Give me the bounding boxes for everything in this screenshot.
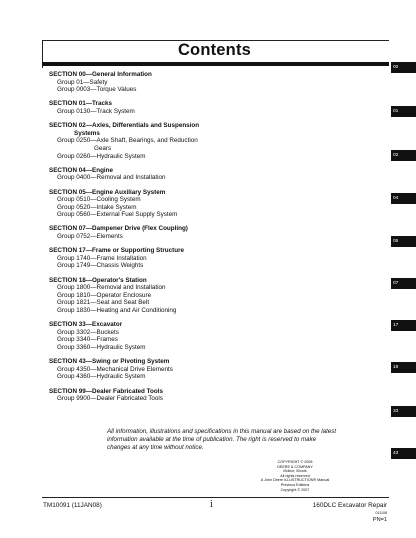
section-title[interactable]: SECTION 99—Dealer Fabricated Tools — [49, 387, 163, 395]
copyright-line: DEERE & COMPANY — [277, 464, 313, 469]
section-tab-43[interactable]: 43 — [391, 448, 416, 459]
section-title[interactable]: SECTION 02—Axles, Differentials and Suspension — [49, 122, 200, 130]
toc-section-07 — [49, 225, 349, 240]
manual-title: 160DLC Excavator Repair — [312, 502, 387, 509]
toc-section-17 — [49, 247, 349, 270]
section-tab-07[interactable]: 07 — [391, 278, 416, 289]
group-entry[interactable]: Group 0400—Removal and Installation — [57, 174, 166, 182]
page-title: Contents — [177, 41, 252, 59]
group-entry[interactable]: Group 01—Safety — [57, 78, 108, 86]
group-entry[interactable]: Group 3302—Buckets — [57, 328, 119, 336]
copyright-line: Previous Editions — [280, 482, 310, 487]
toc-section-33 — [49, 321, 349, 351]
copyright-block — [255, 460, 335, 492]
group-entry[interactable]: Group 1821—Seat and Seat Belt — [57, 299, 150, 307]
copyright-line: COPYRIGHT © 2008 — [277, 460, 313, 464]
page-number: i — [210, 499, 213, 510]
section-tab-33[interactable]: 33 — [391, 406, 416, 417]
toc-section-04 — [49, 167, 349, 182]
footer-page-id: PN=1 — [372, 517, 387, 523]
group-entry[interactable]: Group 3340—Frames — [57, 336, 118, 344]
section-tab-04[interactable]: 04 — [391, 193, 416, 204]
group-entry[interactable]: Group 1810—Operator Enclosure — [57, 291, 152, 299]
group-entry[interactable]: Group 0260—Hydraulic System — [57, 152, 146, 160]
group-entry[interactable]: Group 3360—Hydraulic System — [57, 343, 146, 351]
toc-section-01 — [49, 100, 349, 115]
group-entry[interactable]: Group 4360—Hydraulic System — [57, 373, 146, 381]
copyright-line: All rights reserved — [280, 473, 310, 478]
group-entry[interactable]: Group 0003—Torque Values — [57, 86, 137, 94]
toc-section-43 — [49, 358, 349, 381]
group-entry-continued[interactable]: Gears — [94, 144, 112, 152]
section-title[interactable]: SECTION 17—Frame or Supporting Structure — [49, 247, 185, 255]
section-title[interactable]: SECTION 04—Engine — [49, 166, 114, 174]
section-title[interactable]: SECTION 07—Dampener Drive (Flex Coupling) — [49, 225, 188, 233]
copyright-line: A John Deere ILLUSTRUCTION® Manual — [260, 478, 330, 483]
toc-section-99 — [49, 388, 349, 403]
group-entry[interactable]: Group 0752—Elements — [57, 233, 123, 241]
group-entry[interactable]: Group 1800—Removal and Installation — [57, 284, 166, 292]
document-number: TM10091 (11JAN08) — [43, 502, 102, 509]
section-title[interactable]: SECTION 18—Operator's Station — [49, 276, 147, 284]
section-tab-18[interactable]: 18 — [391, 362, 416, 373]
toc-section-05 — [49, 189, 349, 219]
toc-section-02 — [49, 122, 349, 160]
section-title-continued[interactable]: Systems — [74, 129, 100, 137]
table-of-contents — [49, 71, 349, 409]
section-tab-02[interactable]: 02 — [391, 150, 416, 161]
section-title[interactable]: SECTION 00—General Information — [49, 71, 152, 78]
group-entry[interactable]: Group 9900—Dealer Fabricated Tools — [57, 395, 163, 403]
group-entry[interactable]: Group 1830—Heating and Air Conditioning — [57, 307, 177, 314]
toc-section-00 — [49, 71, 349, 94]
copyright-line: Copyright © 2007 — [280, 487, 310, 492]
section-tab-01[interactable]: 01 — [391, 106, 416, 117]
group-entry[interactable]: Group 0520—Intake System — [57, 203, 137, 211]
group-entry[interactable]: Group 0510—Cooling System — [57, 196, 141, 204]
section-title[interactable]: SECTION 05—Engine Auxiliary System — [49, 188, 166, 196]
section-title[interactable]: SECTION 33—Excavator — [49, 321, 123, 329]
section-title[interactable]: SECTION 43—Swing or Pivoting System — [49, 358, 170, 366]
toc-section-18 — [49, 277, 349, 315]
disclaimer-notice: All information, illustrations and specifications in this manual are based on the latest information available at the time of publication. The right is reserved to make changes at any time without notice. — [107, 428, 337, 451]
group-entry[interactable]: Group 1740—Frame Installation — [57, 254, 147, 262]
footer-code: 011108 — [375, 511, 387, 515]
group-entry[interactable]: Group 4350—Mechanical Drive Elements — [57, 365, 173, 373]
title-rule — [42, 62, 389, 66]
group-entry[interactable]: Group 1749—Chassis Weights — [57, 262, 144, 270]
section-tab-17[interactable]: 17 — [391, 320, 416, 331]
section-title[interactable]: SECTION 01—Tracks — [49, 100, 112, 108]
copyright-line: Moline, Illinois — [283, 469, 307, 474]
group-entry[interactable]: Group 0130—Track System — [57, 107, 135, 115]
group-entry[interactable]: Group 0560—External Fuel Supply System — [57, 211, 178, 219]
group-entry[interactable]: Group 0250—Axle Shaft, Bearings, and Reduction — [57, 137, 198, 145]
footer-rule — [42, 497, 389, 498]
section-tab-05[interactable]: 05 — [391, 236, 416, 247]
section-tab-00[interactable]: 00 — [391, 62, 416, 73]
